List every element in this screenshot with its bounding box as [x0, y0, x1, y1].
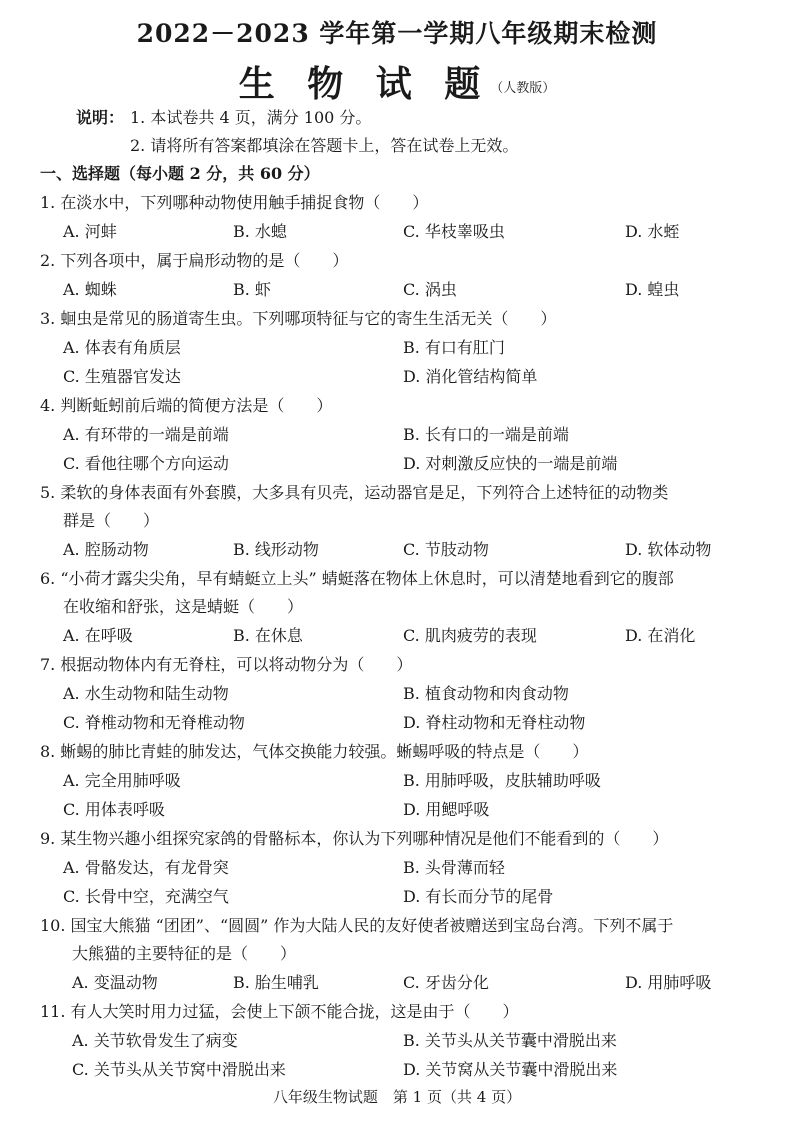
question-stem-continued: 群是（ ）	[63, 511, 160, 530]
question-stem: 11. 有人大笑时用力过猛，会使上下颌不能合拢，这是由于（ ）	[40, 1002, 519, 1021]
page-footer: 八年级生物试题 第 1 页（共 4 页）	[272, 1088, 522, 1106]
question-stem: 8. 蜥蜴的肺比青蛙的肺发达，气体交换能力较强。蜥蜴呼吸的特点是（ ）	[40, 742, 589, 761]
option-d: D. 蝗虫	[625, 280, 680, 299]
question-stem: 3. 蛔虫是常见的肠道寄生虫。下列哪项特征与它的寄生生活无关（ ）	[40, 309, 557, 328]
notes-line-2: 2. 请将所有答案都填涂在答题卡上，答在试卷上无效。	[130, 136, 519, 155]
option-b: B. 线形动物	[233, 540, 319, 559]
option-b: B. 在休息	[233, 626, 303, 645]
question-stem: 1. 在淡水中，下列哪种动物使用触手捕捉食物（ ）	[40, 193, 429, 212]
option-a: A. 关节软骨发生了病变	[72, 1031, 238, 1050]
option-a: A. 有环带的一端是前端	[63, 425, 229, 444]
option-c: C. 涡虫	[403, 280, 457, 299]
option-a: A. 变温动物	[72, 973, 158, 992]
option-d: D. 水蛭	[625, 222, 680, 241]
option-d: D. 用肺呼吸	[625, 973, 712, 992]
edition-label: （人教版）	[490, 81, 556, 96]
option-d: D. 对刺激反应快的一端是前端	[403, 454, 618, 473]
question-stem-continued: 大熊猫的主要特征的是（ ）	[72, 944, 297, 963]
option-a: A. 在呼吸	[63, 626, 133, 645]
notes-line-1: 1. 本试卷共 4 页，满分 100 分。	[130, 108, 372, 127]
option-a: A. 水生动物和陆生动物	[63, 684, 229, 703]
option-d: D. 有长而分节的尾骨	[403, 887, 554, 906]
option-c: C. 肌肉疲劳的表现	[403, 626, 537, 645]
subject-name: 生 物 试 题	[238, 63, 491, 105]
option-a: A. 河蚌	[63, 222, 117, 241]
option-b: B. 头骨薄而轻	[403, 858, 505, 877]
question-stem: 6. “小荷才露尖尖角，早有蜻蜓立上头” 蜻蜓落在物体上休息时，可以清楚地看到它的腹部	[40, 569, 674, 588]
option-c: C. 看他往哪个方向运动	[63, 454, 229, 473]
subject-title	[0, 56, 794, 107]
option-c: C. 华枝睾吸虫	[403, 222, 505, 241]
option-c: C. 脊椎动物和无脊椎动物	[63, 713, 245, 732]
option-c: C. 生殖器官发达	[63, 367, 181, 386]
question-stem: 10. 国宝大熊猫 “团团”、“圆圆” 作为大陆人民的友好使者被赠送到宝岛台湾。下列不属于	[40, 916, 674, 935]
option-b: B. 有口有肛门	[403, 338, 505, 357]
option-b: B. 长有口的一端是前端	[403, 425, 569, 444]
exam-title: 2022－2023 学年第一学期八年级期末检测	[136, 19, 658, 48]
question-stem: 4. 判断蚯蚓前后端的简便方法是（ ）	[40, 396, 333, 415]
option-b: B. 水螅	[233, 222, 287, 241]
option-c: C. 关节头从关节窝中滑脱出来	[72, 1060, 286, 1079]
option-b: B. 胎生哺乳	[233, 973, 319, 992]
option-b: B. 用肺呼吸，皮肤辅助呼吸	[403, 771, 601, 790]
option-a: A. 完全用肺呼吸	[63, 771, 181, 790]
option-d: D. 脊柱动物和无脊柱动物	[403, 713, 586, 732]
option-c: C. 节肢动物	[403, 540, 489, 559]
question-stem: 7. 根据动物体内有无脊柱，可以将动物分为（ ）	[40, 655, 413, 674]
option-b: B. 虾	[233, 280, 271, 299]
section-heading: 一、选择题（每小题 2 分，共 60 分）	[40, 164, 320, 183]
question-stem: 2. 下列各项中，属于扁形动物的是（ ）	[40, 251, 349, 270]
option-d: D. 消化管结构简单	[403, 367, 538, 386]
option-b: B. 关节头从关节囊中滑脱出来	[403, 1031, 617, 1050]
option-a: A. 骨骼发达，有龙骨突	[63, 858, 229, 877]
option-d: D. 在消化	[625, 626, 696, 645]
question-stem: 9. 某生物兴趣小组探究家鸽的骨骼标本，你认为下列哪种情况是他们不能看到的（ ）	[40, 829, 669, 848]
question-stem: 5. 柔软的身体表面有外套膜，大多具有贝壳，运动器官是足，下列符合上述特征的动物类	[40, 483, 669, 502]
option-c: C. 长骨中空，充满空气	[63, 887, 229, 906]
option-d: D. 关节窝从关节囊中滑脱出来	[403, 1060, 618, 1079]
option-a: A. 体表有角质层	[63, 338, 181, 357]
option-d: D. 用鳃呼吸	[403, 800, 490, 819]
notes-label: 说明：	[76, 108, 125, 127]
question-stem-continued: 在收缩和舒张，这是蜻蜓（ ）	[63, 597, 304, 616]
option-c: C. 用体表呼吸	[63, 800, 165, 819]
option-a: A. 腔肠动物	[63, 540, 149, 559]
option-a: A. 蜘蛛	[63, 280, 117, 299]
option-c: C. 牙齿分化	[403, 973, 489, 992]
option-d: D. 软体动物	[625, 540, 712, 559]
option-b: B. 植食动物和肉食动物	[403, 684, 569, 703]
